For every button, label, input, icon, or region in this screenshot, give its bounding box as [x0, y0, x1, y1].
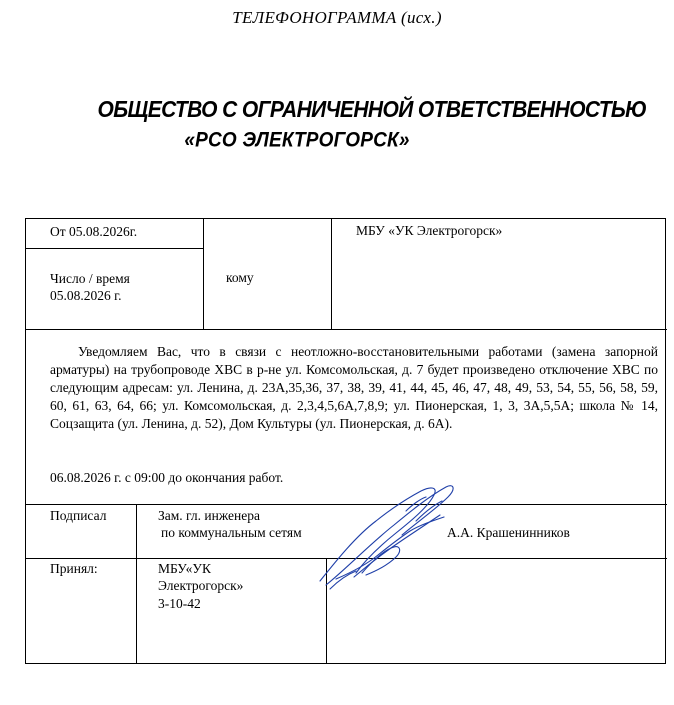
telephonogram-form — [25, 218, 666, 664]
receiver-line-1: МБУ«УК — [158, 561, 211, 576]
document-type-title: ТЕЛЕФОНОГРАММА (исх.) — [232, 8, 442, 27]
organization-name — [0, 97, 674, 153]
divider-horizontal-header — [26, 329, 667, 330]
recipient: МБУ «УК Электрогорск» — [356, 223, 503, 238]
organization-name-line-1: ОБЩЕСТВО С ОГРАНИЧЕННОЙ ОТВЕТСТВЕННОСТЬЮ — [97, 97, 647, 123]
message-body: Уведомляем Вас, что в связи с неотложно-восстановительными работами (замена запорной арматуры) на трубопроводе ХВС в р-не ул. Комсомольская, д. 7 будет произведено отключение ХВС по следующим адресам: ул. Ленина, д. 23А,35,36, 37, 38, 39, 41, 44, 45, 46, 47, 48, 49, 53, 54, 55, 56, 58, 59, 60, 61, 63, 64, 66; ул. Комсомольская, д. 2,3,4,5,6А,7,8,9; ул. Пионерская, 1, 3, 3А,5,5А; школа № 14, Соцзащита (ул. Ленина, д. 52), Дом Культуры (ул. Пионерская, д. 6А). — [50, 344, 658, 431]
divider-horizontal-date — [26, 248, 204, 249]
from-date: От 05.08.2026г. — [50, 224, 138, 239]
organization-name-line-2: «РСО ЭЛЕКТРОГОРСК» — [184, 128, 410, 152]
signed-label: Подписал — [50, 508, 107, 523]
signer-position-line-1: Зам. гл. инженера — [158, 508, 260, 523]
handwritten-signature — [316, 481, 466, 591]
datetime-label: Число / время — [50, 271, 130, 286]
divider-vertical-recipient — [331, 219, 332, 329]
receiver-line-2: Электрогорск» — [158, 578, 244, 593]
signer-name: А.А. Крашенинников — [447, 525, 570, 540]
received-label: Принял: — [50, 561, 98, 576]
divider-vertical-left-top — [203, 219, 204, 329]
to-label: кому — [226, 270, 254, 285]
receiver-phone: 3-10-42 — [158, 596, 201, 611]
divider-vertical-signed — [136, 504, 137, 664]
signer-position-line-2: по коммунальным сетям — [161, 525, 302, 540]
outage-period: 06.08.2026 г. с 09:00 до окончания работ. — [50, 470, 284, 485]
datetime-value: 05.08.2026 г. — [50, 288, 122, 303]
